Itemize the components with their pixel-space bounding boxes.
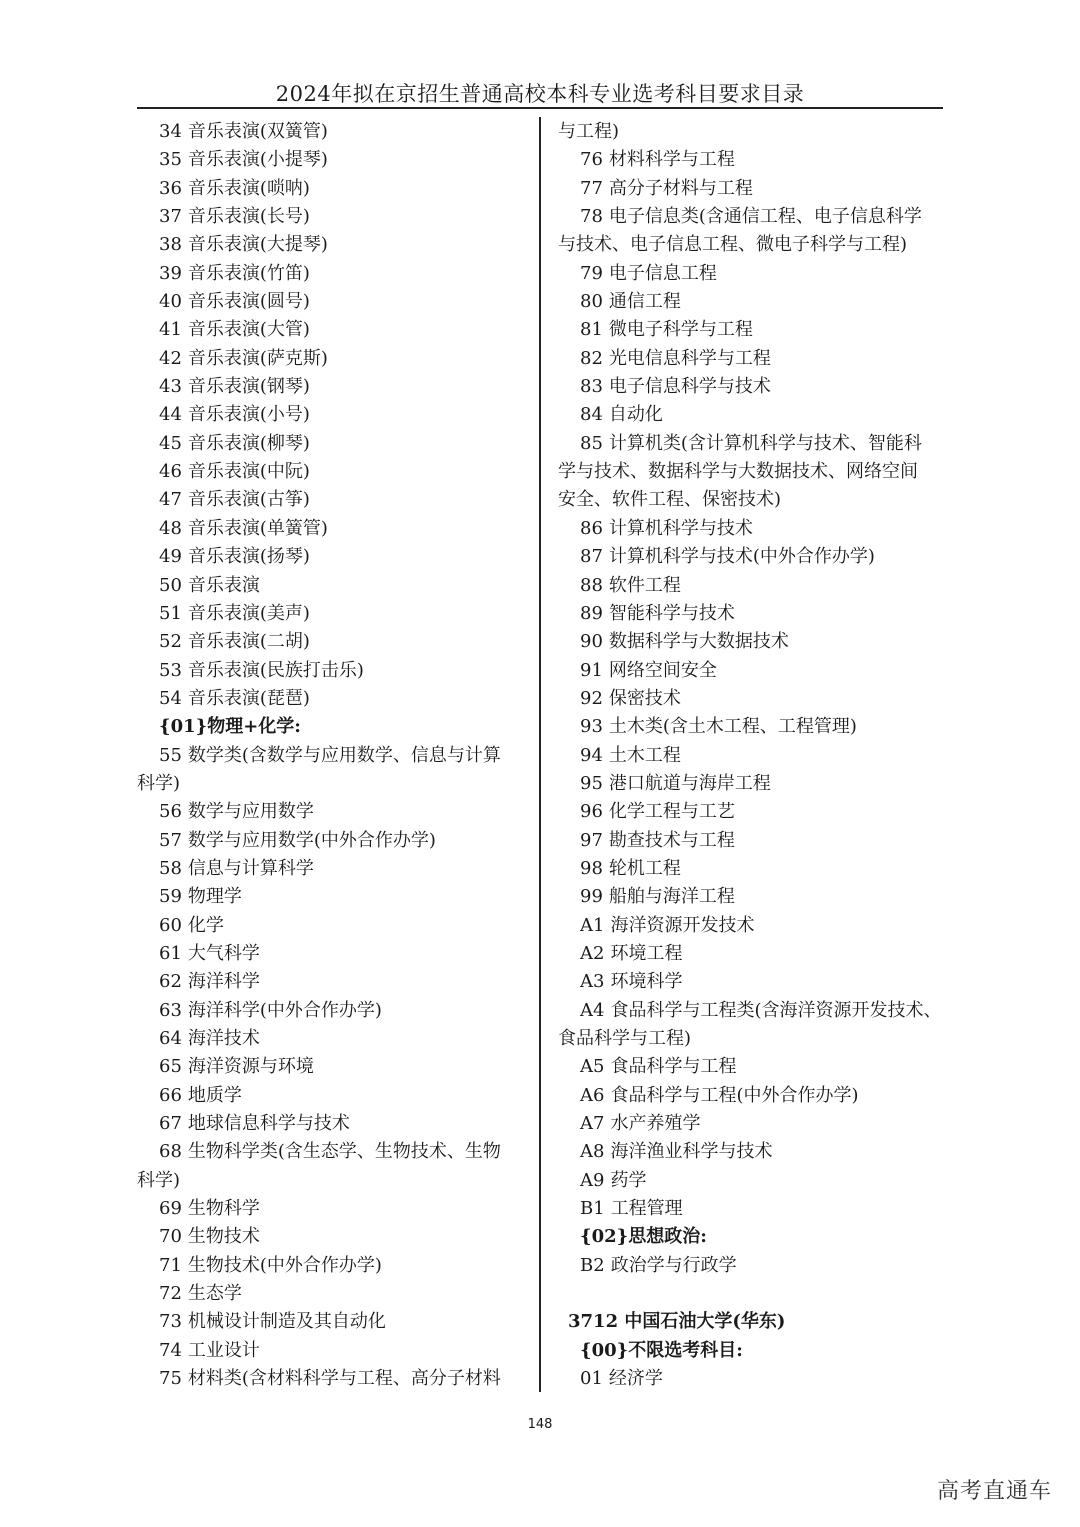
list-item xyxy=(558,345,958,373)
item-code: 57 xyxy=(159,829,182,851)
list-item xyxy=(558,855,958,883)
spacer xyxy=(558,1280,958,1308)
item-code: 42 xyxy=(159,347,182,369)
list-item xyxy=(137,827,532,855)
item-name: 计算机类(含计算机科学与技术、智能科 xyxy=(608,432,922,454)
item-name: 数据科学与大数据技术 xyxy=(608,631,789,653)
list-item xyxy=(137,373,532,401)
item-code: 70 xyxy=(159,1226,182,1248)
list-item xyxy=(137,1308,532,1336)
list-item xyxy=(558,713,958,741)
item-name: 船舶与海洋工程 xyxy=(608,886,735,908)
item-name: 电子信息工程 xyxy=(608,262,717,284)
list-item xyxy=(137,685,532,713)
list-item xyxy=(137,1252,532,1280)
item-code: A2 xyxy=(580,942,605,964)
item-code: 67 xyxy=(159,1113,182,1135)
item-code: 61 xyxy=(159,942,182,964)
item-name: 环境工程 xyxy=(610,942,683,964)
list-item xyxy=(558,316,958,344)
left-column xyxy=(137,118,532,1393)
list-item xyxy=(137,118,532,146)
item-code: 88 xyxy=(580,574,603,596)
item-name: 勘查技术与工程 xyxy=(608,829,735,851)
item-code: 54 xyxy=(159,687,182,709)
item-name: 音乐表演(大提琴) xyxy=(187,234,328,256)
list-item xyxy=(558,997,958,1025)
list-item xyxy=(558,1252,958,1280)
item-code: 80 xyxy=(580,291,603,313)
item-code: 76 xyxy=(580,149,603,171)
continuation-line: 与工程) xyxy=(558,121,620,142)
item-code: 50 xyxy=(159,574,182,596)
item-name: 土木工程 xyxy=(608,744,681,766)
list-item xyxy=(558,373,958,401)
item-code: 44 xyxy=(159,404,182,426)
item-name: 信息与计算科学 xyxy=(187,857,314,879)
item-name: 生物技术 xyxy=(187,1226,260,1248)
list-item xyxy=(558,1167,958,1195)
column-divider xyxy=(539,117,541,1392)
list-item xyxy=(137,1280,532,1308)
item-code: 64 xyxy=(159,1028,182,1049)
item-code: A1 xyxy=(580,914,605,936)
list-item xyxy=(137,968,532,996)
list-item xyxy=(558,1053,958,1081)
item-name: 食品科学与工程类(含海洋资源开发技术、 xyxy=(610,999,942,1021)
list-item xyxy=(558,1110,958,1138)
item-name: 环境科学 xyxy=(610,971,683,993)
item-name: 地球信息科学与技术 xyxy=(187,1113,350,1135)
list-item xyxy=(137,430,532,458)
list-item xyxy=(137,628,532,656)
list-item xyxy=(137,883,532,911)
list-item xyxy=(558,543,958,571)
item-name: 软件工程 xyxy=(608,574,681,596)
item-code: 55 xyxy=(159,744,182,766)
page-title: 2024年拟在京招生普通高校本科专业选考科目要求目录 xyxy=(275,82,805,106)
item-code: 82 xyxy=(580,347,603,369)
item-name: 生物技术(中外合作办学) xyxy=(187,1254,382,1276)
item-name: 智能科学与技术 xyxy=(608,602,735,624)
item-name: 工业设计 xyxy=(187,1339,260,1361)
section-heading: {02}思想政治: xyxy=(580,1226,707,1248)
item-code: 36 xyxy=(159,177,182,199)
item-code: 49 xyxy=(159,546,182,568)
item-code: 52 xyxy=(159,631,182,653)
list-item xyxy=(558,912,958,940)
item-name: 计算机科学与技术(中外合作办学) xyxy=(608,546,875,568)
item-name: 政治学与行政学 xyxy=(610,1254,737,1276)
list-item xyxy=(137,486,532,514)
item-name: 化学工程与工艺 xyxy=(608,801,735,823)
item-name: 音乐表演(二胡) xyxy=(187,631,310,653)
header-divider xyxy=(137,107,943,109)
list-item xyxy=(558,798,958,826)
item-name: 生物科学 xyxy=(187,1198,260,1220)
list-item xyxy=(137,288,532,316)
list-item xyxy=(137,600,532,628)
item-code: 68 xyxy=(159,1141,182,1163)
item-code: 89 xyxy=(580,602,603,624)
list-item xyxy=(558,657,958,685)
list-item xyxy=(558,203,958,231)
list-item xyxy=(558,968,958,996)
item-name: 网络空间安全 xyxy=(608,659,717,681)
item-code: 45 xyxy=(159,432,182,454)
continuation-line: 科学) xyxy=(137,1169,181,1191)
list-item xyxy=(137,1337,532,1365)
item-code: 95 xyxy=(580,772,603,794)
list-item xyxy=(137,543,532,571)
item-name: 生物科学类(含生态学、生物技术、生物 xyxy=(187,1141,501,1163)
item-code: 99 xyxy=(580,886,603,908)
item-name: 通信工程 xyxy=(608,291,681,313)
list-item xyxy=(137,203,532,231)
item-name: 海洋资源开发技术 xyxy=(610,914,755,936)
item-code: 53 xyxy=(159,659,182,681)
item-name: 音乐表演(双簧管) xyxy=(187,121,328,142)
item-name: 港口航道与海岸工程 xyxy=(608,772,771,794)
list-item xyxy=(558,430,958,458)
item-code: 93 xyxy=(580,716,603,738)
item-code: 01 xyxy=(580,1368,603,1390)
list-item xyxy=(137,1025,532,1053)
item-name: 海洋科学 xyxy=(187,971,260,993)
item-name: 自动化 xyxy=(608,404,663,426)
item-name: 海洋技术 xyxy=(187,1028,260,1049)
item-code: 79 xyxy=(580,262,603,284)
item-name: 材料类(含材料科学与工程、高分子材料 xyxy=(187,1368,501,1390)
school-heading: 3712 中国石油大学(华东) xyxy=(568,1311,786,1333)
item-name: 音乐表演(唢呐) xyxy=(187,177,310,199)
item-code: 73 xyxy=(159,1311,182,1333)
list-item xyxy=(558,742,958,770)
item-code: 94 xyxy=(580,744,603,766)
list-item xyxy=(137,997,532,1025)
item-name: 海洋渔业科学与技术 xyxy=(610,1141,773,1163)
item-code: 35 xyxy=(159,149,182,171)
item-name: 地质学 xyxy=(187,1084,242,1106)
item-name: 电子信息类(含通信工程、电子信息科学 xyxy=(608,206,922,228)
item-name: 音乐表演(圆号) xyxy=(187,291,310,313)
list-item xyxy=(137,175,532,203)
item-code: A9 xyxy=(580,1169,605,1191)
continuation-line: 食品科学与工程) xyxy=(558,1028,692,1049)
list-item xyxy=(137,458,532,486)
list-item xyxy=(137,231,532,259)
item-name: 物理学 xyxy=(187,886,242,908)
item-name: 海洋资源与环境 xyxy=(187,1056,314,1078)
item-name: 音乐表演(柳琴) xyxy=(187,432,310,454)
item-code: 40 xyxy=(159,291,182,313)
continuation-line: 与技术、电子信息工程、微电子科学与工程) xyxy=(558,234,908,256)
item-code: A7 xyxy=(580,1113,605,1135)
list-item xyxy=(137,260,532,288)
item-code: 96 xyxy=(580,801,603,823)
item-code: 74 xyxy=(159,1339,182,1361)
item-code: 65 xyxy=(159,1056,182,1078)
list-item xyxy=(137,912,532,940)
item-code: 78 xyxy=(580,206,603,228)
item-code: A3 xyxy=(580,971,605,993)
item-code: 91 xyxy=(580,659,603,681)
page-number: 148 xyxy=(527,1417,553,1432)
item-name: 音乐表演(琵琶) xyxy=(187,687,310,709)
item-code: 39 xyxy=(159,262,182,284)
item-code: 81 xyxy=(580,319,603,341)
list-item xyxy=(137,742,532,770)
item-code: 98 xyxy=(580,857,603,879)
list-item xyxy=(558,1138,958,1166)
item-name: 海洋科学(中外合作办学) xyxy=(187,999,382,1021)
list-item xyxy=(558,1082,958,1110)
list-item xyxy=(558,401,958,429)
list-item xyxy=(137,798,532,826)
item-name: 食品科学与工程 xyxy=(610,1056,737,1078)
item-name: 机械设计制造及其自动化 xyxy=(187,1311,386,1333)
item-name: 经济学 xyxy=(608,1368,663,1390)
item-code: 59 xyxy=(159,886,182,908)
list-item xyxy=(137,1082,532,1110)
item-name: 音乐表演(古筝) xyxy=(187,489,310,511)
item-name: 音乐表演(竹笛) xyxy=(187,262,310,284)
item-code: 75 xyxy=(159,1368,182,1390)
watermark: 高考直通车 xyxy=(936,1479,1052,1504)
right-column xyxy=(558,118,958,1393)
item-name: 食品科学与工程(中外合作办学) xyxy=(610,1084,859,1106)
item-name: 音乐表演(民族打击乐) xyxy=(187,659,364,681)
list-item xyxy=(137,1223,532,1251)
item-code: 72 xyxy=(159,1283,182,1305)
item-code: 86 xyxy=(580,517,603,539)
item-name: 数学与应用数学(中外合作办学) xyxy=(187,829,436,851)
item-code: 47 xyxy=(159,489,182,511)
item-code: 66 xyxy=(159,1084,182,1106)
item-code: 97 xyxy=(580,829,603,851)
item-code: 87 xyxy=(580,546,603,568)
item-code: 46 xyxy=(159,461,182,483)
list-item xyxy=(558,1195,958,1223)
item-code: 62 xyxy=(159,971,182,993)
item-name: 音乐表演(中阮) xyxy=(187,461,310,483)
item-code: 34 xyxy=(159,121,182,142)
list-item xyxy=(137,572,532,600)
list-item xyxy=(558,628,958,656)
item-name: 工程管理 xyxy=(610,1198,683,1220)
list-item xyxy=(137,1195,532,1223)
item-name: 音乐表演 xyxy=(187,574,260,596)
item-name: 生态学 xyxy=(187,1283,242,1305)
list-item xyxy=(558,883,958,911)
item-name: 音乐表演(扬琴) xyxy=(187,546,310,568)
list-item xyxy=(137,1138,532,1166)
continuation-line: 学与技术、数据科学与大数据技术、网络空间 xyxy=(558,461,918,483)
item-name: 音乐表演(单簧管) xyxy=(187,517,328,539)
list-item xyxy=(558,685,958,713)
list-item xyxy=(558,600,958,628)
item-name: 材料科学与工程 xyxy=(608,149,735,171)
item-name: 音乐表演(长号) xyxy=(187,206,310,228)
item-name: 音乐表演(萨克斯) xyxy=(187,347,328,369)
item-name: 土木类(含土木工程、工程管理) xyxy=(608,716,857,738)
item-code: 63 xyxy=(159,999,182,1021)
list-item xyxy=(558,770,958,798)
item-code: A4 xyxy=(580,999,605,1021)
item-code: 85 xyxy=(580,432,603,454)
continuation-line: 科学) xyxy=(137,772,181,794)
item-code: 58 xyxy=(159,857,182,879)
list-item xyxy=(558,260,958,288)
item-code: 69 xyxy=(159,1198,182,1220)
item-code: 37 xyxy=(159,206,182,228)
item-code: B2 xyxy=(580,1254,605,1276)
item-code: 48 xyxy=(159,517,182,539)
list-item xyxy=(558,940,958,968)
list-item xyxy=(137,940,532,968)
list-item xyxy=(558,146,958,174)
list-item xyxy=(137,657,532,685)
list-item xyxy=(558,827,958,855)
item-name: 电子信息科学与技术 xyxy=(608,376,771,398)
list-item xyxy=(137,1053,532,1081)
section-heading: {01}物理+化学: xyxy=(159,716,301,738)
item-code: 90 xyxy=(580,631,603,653)
list-item xyxy=(137,1365,532,1393)
item-name: 水产养殖学 xyxy=(610,1113,701,1135)
section-heading: {00}不限选考科目: xyxy=(580,1339,743,1361)
item-code: 41 xyxy=(159,319,182,341)
item-code: 92 xyxy=(580,687,603,709)
item-name: 大气科学 xyxy=(187,942,260,964)
item-code: A8 xyxy=(580,1141,605,1163)
item-name: 计算机科学与技术 xyxy=(608,517,753,539)
list-item xyxy=(137,855,532,883)
item-code: 71 xyxy=(159,1254,182,1276)
item-name: 音乐表演(小提琴) xyxy=(187,149,328,171)
item-code: 84 xyxy=(580,404,603,426)
item-name: 光电信息科学与工程 xyxy=(608,347,771,369)
item-code: A5 xyxy=(580,1056,605,1078)
item-code: 56 xyxy=(159,801,182,823)
item-code: 51 xyxy=(159,602,182,624)
list-item xyxy=(137,146,532,174)
item-code: B1 xyxy=(580,1198,605,1220)
item-name: 轮机工程 xyxy=(608,857,681,879)
list-item xyxy=(558,1365,958,1393)
item-name: 音乐表演(美声) xyxy=(187,602,310,624)
list-item xyxy=(558,288,958,316)
list-item xyxy=(137,345,532,373)
item-name: 音乐表演(小号) xyxy=(187,404,310,426)
item-name: 化学 xyxy=(187,914,224,936)
item-name: 音乐表演(大管) xyxy=(187,319,310,341)
list-item xyxy=(137,515,532,543)
item-code: 83 xyxy=(580,376,603,398)
list-item xyxy=(558,175,958,203)
list-item xyxy=(137,1110,532,1138)
list-item xyxy=(137,316,532,344)
item-name: 微电子科学与工程 xyxy=(608,319,753,341)
item-name: 保密技术 xyxy=(608,687,681,709)
item-code: 60 xyxy=(159,914,182,936)
list-item xyxy=(558,572,958,600)
item-name: 数学与应用数学 xyxy=(187,801,314,823)
item-code: 77 xyxy=(580,177,603,199)
list-item xyxy=(558,515,958,543)
item-code: A6 xyxy=(580,1084,605,1106)
continuation-line: 安全、软件工程、保密技术) xyxy=(558,489,782,511)
item-code: 38 xyxy=(159,234,182,256)
item-name: 数学类(含数学与应用数学、信息与计算 xyxy=(187,744,501,766)
item-name: 音乐表演(钢琴) xyxy=(187,376,310,398)
item-name: 药学 xyxy=(610,1169,647,1191)
item-name: 高分子材料与工程 xyxy=(608,177,753,199)
list-item xyxy=(137,401,532,429)
item-code: 43 xyxy=(159,376,182,398)
